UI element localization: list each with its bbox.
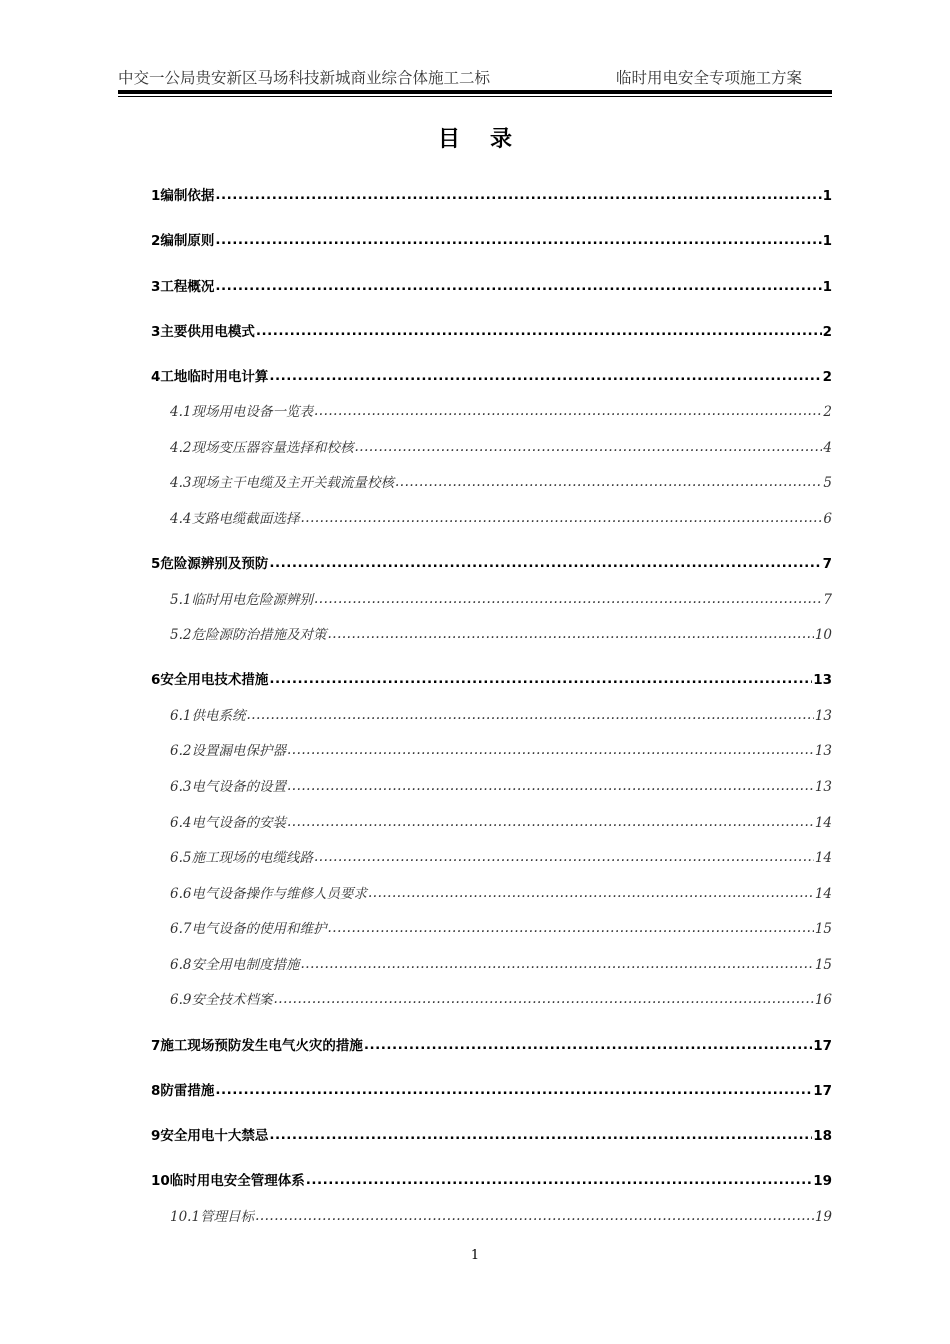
header-document-title: 临时用电安全专项施工方案 (615, 69, 802, 87)
toc-entry-page: 15 (814, 921, 832, 937)
toc-leader (327, 920, 813, 936)
toc-leader (215, 232, 821, 248)
toc-entry-text: 施工现场的电缆线路 (191, 850, 313, 866)
page-number: 1 (470, 1248, 480, 1263)
toc-entry-text: 工地临时用电计算 (160, 369, 269, 385)
toc-entry-text: 编制原则 (160, 233, 215, 249)
toc-entry-text: 电气设备的设置 (191, 779, 286, 795)
toc-leader (215, 1082, 812, 1098)
toc-leader (395, 474, 822, 490)
toc-title: 目录 (437, 127, 542, 152)
toc-entry-number: 6.9 (170, 992, 192, 1008)
toc-entry[interactable] (170, 882, 832, 902)
toc-entry[interactable] (170, 846, 832, 866)
toc-entry-text: 工程概况 (160, 279, 215, 295)
toc-entry-page: 5 (823, 475, 832, 491)
toc-entry-page: 16 (814, 992, 832, 1008)
toc-entry-page: 10 (814, 627, 832, 643)
toc-entry[interactable] (151, 1079, 832, 1099)
toc-entry-text: 危险源辨别及预防 (160, 556, 269, 572)
toc-entry[interactable] (170, 400, 832, 420)
toc-entry-text: 4.1现场用电设备一览表 (170, 404, 313, 420)
toc-leader (246, 707, 813, 723)
toc-entry-number: 5.1 (170, 592, 192, 608)
toc-leader (287, 778, 814, 794)
toc-leader (215, 187, 821, 203)
toc-entry[interactable] (151, 365, 832, 385)
toc-entry-number: 9 (151, 1128, 161, 1144)
toc-entry-page: 2 (822, 369, 832, 385)
toc-entry-page: 2 (822, 324, 832, 340)
toc-entry-page: 1 (822, 233, 832, 249)
toc-entry-page: 13 (813, 672, 832, 688)
toc-entry-text: 4.4支路电缆截面选择 (170, 511, 300, 527)
toc-entry-number: 6.7 (170, 921, 192, 937)
toc-entry[interactable] (151, 668, 832, 688)
toc-entry[interactable] (170, 739, 832, 759)
toc-entry-number: 6.6 (170, 886, 192, 902)
toc-entry-page: 19 (813, 1173, 832, 1189)
toc-leader (314, 403, 822, 419)
toc-leader (354, 439, 822, 455)
toc-entry[interactable] (170, 775, 832, 795)
toc-entry[interactable] (151, 552, 832, 572)
toc-entry-text: 临时用电安全管理体系 (169, 1173, 305, 1189)
toc-leader (327, 626, 813, 642)
toc-entry-text: 供电系统 (191, 708, 246, 724)
toc-entry-page: 13 (814, 743, 832, 759)
toc-entry-page: 15 (814, 957, 832, 973)
toc-leader (256, 323, 822, 339)
toc-entry-page: 17 (813, 1083, 832, 1099)
toc-entry[interactable] (151, 1124, 832, 1144)
toc-entry-number: 5 (151, 556, 161, 572)
toc-entry-text: 电气设备操作与维修人员要求 (191, 886, 367, 902)
toc-entry-page: 6 (823, 511, 832, 527)
toc-entry-number: 2 (151, 233, 161, 249)
toc-entry-text: 电气设备的使用和维护 (191, 921, 327, 937)
toc-entry-text: 安全用电制度措施 (191, 957, 300, 973)
toc-entry-page: 14 (814, 815, 832, 831)
toc-entry-number: 6.4 (170, 815, 192, 831)
toc-entry-text: 临时用电危险源辨别 (191, 592, 313, 608)
toc-leader (287, 814, 814, 830)
toc-leader (314, 849, 814, 865)
toc-leader (364, 1037, 812, 1053)
toc-entry-number: 8 (151, 1083, 161, 1099)
toc-entry-page: 13 (814, 779, 832, 795)
toc-entry[interactable] (170, 704, 832, 724)
toc-entry-page: 14 (814, 850, 832, 866)
toc-leader (306, 1172, 812, 1188)
toc-leader (269, 671, 812, 687)
toc-entry-text: 安全技术档案 (191, 992, 273, 1008)
toc-entry-page: 19 (814, 1209, 832, 1225)
toc-leader (273, 991, 813, 1007)
toc-entry[interactable] (151, 184, 832, 204)
toc-entry-number: 6.2 (170, 743, 192, 759)
toc-entry-page: 18 (813, 1128, 832, 1144)
toc-entry[interactable] (170, 953, 832, 973)
toc-leader (269, 1127, 812, 1143)
toc-entry-page: 13 (814, 708, 832, 724)
toc-entry-page: 1 (822, 279, 832, 295)
toc-entry-text: 4.2现场变压器容量选择和校核 (170, 440, 354, 456)
toc-entry-number: 4 (151, 369, 161, 385)
toc-entry-page: 7 (822, 556, 832, 572)
toc-entry-number: 6 (151, 672, 161, 688)
toc-entry[interactable] (170, 811, 832, 831)
toc-entry-text: 设置漏电保护器 (191, 743, 286, 759)
toc-entry[interactable] (170, 623, 832, 643)
toc-leader (314, 591, 822, 607)
toc-entry[interactable] (170, 1205, 832, 1225)
toc-entry-text: 编制依据 (160, 188, 215, 204)
toc-leader (269, 368, 821, 384)
toc-entry-page: 1 (822, 188, 832, 204)
toc-leader (287, 742, 814, 758)
toc-entry-text: 危险源防治措施及对策 (191, 627, 327, 643)
toc-entry[interactable] (170, 917, 832, 937)
toc-entry[interactable] (151, 229, 832, 249)
toc-entry[interactable] (151, 1169, 832, 1189)
toc-entry-text: 电气设备的安装 (191, 815, 286, 831)
toc-entry-number: 5.2 (170, 627, 192, 643)
toc-entry-number: 1 (151, 188, 161, 204)
toc-entry-page: 7 (823, 592, 832, 608)
toc-entry-page: 14 (814, 886, 832, 902)
toc-entry-number: 7 (151, 1038, 161, 1054)
toc-entry-number: 6.8 (170, 957, 192, 973)
toc-entry-text: 施工现场预防发生电气火灾的措施 (160, 1038, 363, 1054)
toc-entry-number: 3 (151, 279, 161, 295)
header-project-name: 中交一公局贵安新区马场科技新城商业综合体施工二标 (118, 69, 491, 87)
toc-entry-text: 安全用电十大禁忌 (160, 1128, 269, 1144)
toc-entry-number: 6.1 (170, 708, 192, 724)
toc-leader (255, 1208, 814, 1224)
toc-entry-number: 6.3 (170, 779, 192, 795)
toc-entry-number: 10 (151, 1173, 170, 1189)
toc-entry-text: 安全用电技术措施 (160, 672, 269, 688)
toc-entry[interactable] (151, 1034, 832, 1054)
toc-leader (300, 510, 822, 526)
toc-entry[interactable] (170, 436, 832, 456)
toc-leader (269, 555, 821, 571)
toc-entry-text: 防雷措施 (160, 1083, 215, 1099)
toc-entry[interactable] (170, 588, 832, 608)
toc-entry-number: 6.5 (170, 850, 192, 866)
toc-entry[interactable] (151, 275, 832, 295)
toc-entry-text: 管理目标 (200, 1209, 255, 1225)
toc-entry[interactable] (170, 507, 832, 527)
toc-leader (300, 956, 813, 972)
toc-entry-page: 4 (823, 440, 832, 456)
toc-entry-text: 4.3现场主干电缆及主开关载流量校核 (170, 475, 394, 491)
toc-entry-page: 17 (813, 1038, 832, 1054)
toc-entry[interactable] (170, 471, 832, 491)
toc-leader (368, 885, 814, 901)
toc-leader (215, 278, 821, 294)
toc-entry-text: 3主要供用电模式 (151, 324, 255, 340)
toc-entry-number: 10.1 (170, 1209, 201, 1225)
toc-entry[interactable] (170, 988, 832, 1008)
toc-entry[interactable] (151, 320, 832, 340)
toc-entry-page: 2 (823, 404, 832, 420)
